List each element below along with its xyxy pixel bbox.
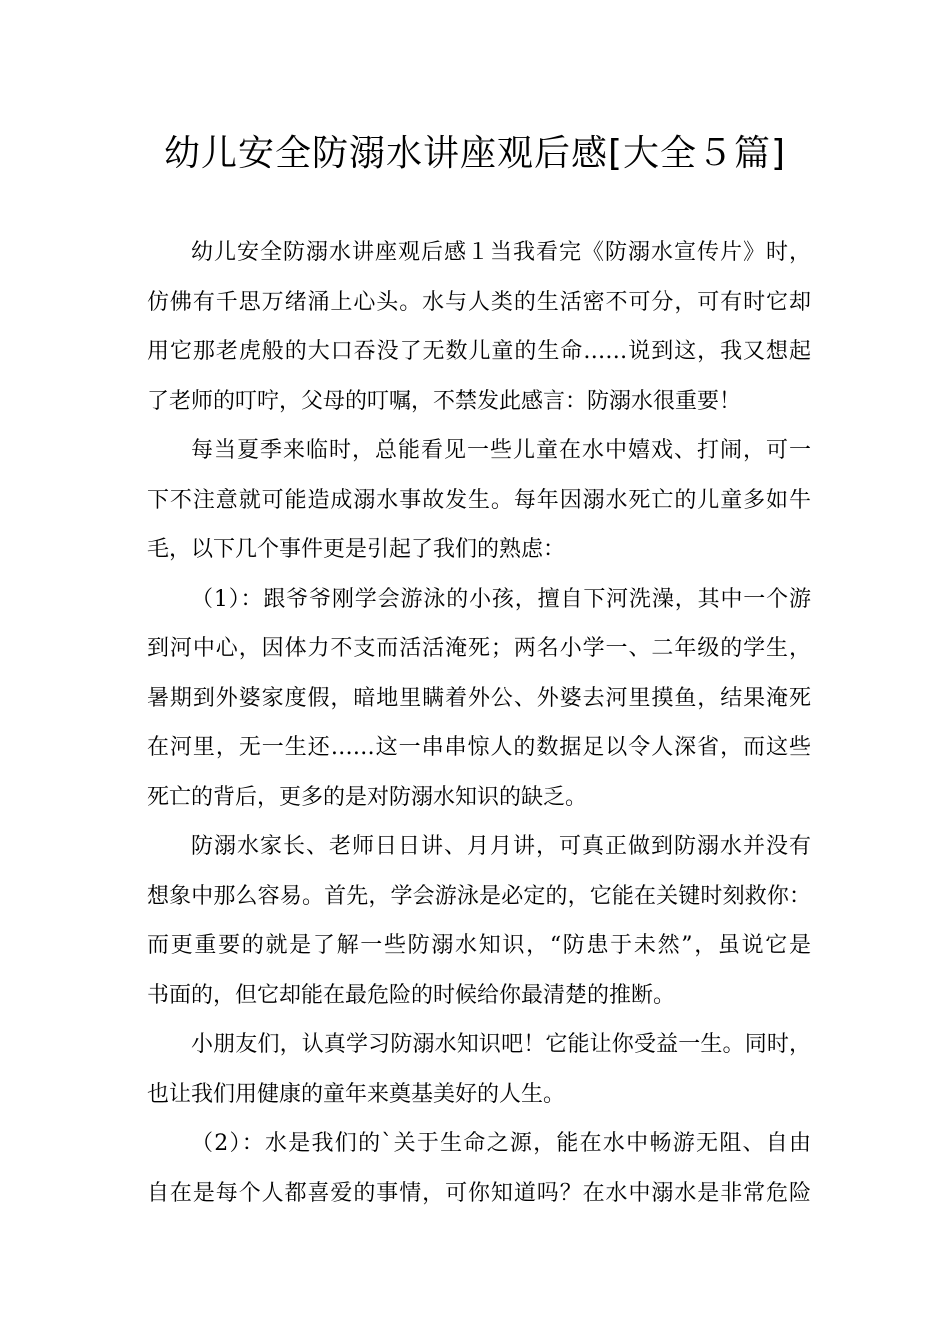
paragraph-6 bbox=[147, 1119, 811, 1218]
paragraph-line: （1）：跟爷爷刚学会游泳的小孩，擅自下河洗澡，其中一个游 bbox=[191, 586, 811, 612]
paragraph-line: 仿佛有千思万绪涌上心头。水与人类的生活密不可分，可有时它却 bbox=[147, 289, 811, 315]
paragraph-line: 自在是每个人都喜爱的事情，可你知道吗？在水中溺水是非常危险 bbox=[147, 1180, 811, 1206]
paragraph-4 bbox=[147, 822, 811, 1020]
paragraph-line: 防溺水家长、老师日日讲、月月讲，可真正做到防溺水并没有 bbox=[191, 834, 811, 859]
paragraph-line: 想象中那么容易。首先，学会游泳是必定的，它能在关键时刻救你： bbox=[147, 883, 811, 909]
paragraph-line: 死亡的背后，更多的是对防溺水知识的缺乏。 bbox=[147, 784, 588, 810]
paragraph-line: 用它那老虎般的大口吞没了无数儿童的生命……说到这，我又想起 bbox=[147, 339, 811, 364]
paragraph-line: 下不注意就可能造成溺水事故发生。每年因溺水死亡的儿童多如牛 bbox=[147, 487, 811, 513]
document-body bbox=[147, 228, 811, 1218]
paragraph-2 bbox=[147, 426, 811, 575]
paragraph-3 bbox=[147, 575, 811, 823]
paragraph-line: 到河中心，因体力不支而活活淹死；两名小学一、二年级的学生， bbox=[147, 636, 811, 661]
paragraph-1 bbox=[147, 228, 811, 426]
paragraph-line: 了老师的叮咛，父母的叮嘱，不禁发此感言：防溺水很重要！ bbox=[147, 388, 742, 414]
paragraph-line: 幼儿安全防溺水讲座观后感１当我看完《防溺水宣传片》时， bbox=[191, 240, 811, 265]
paragraph-line: 每当夏季来临时，总能看见一些儿童在水中嬉戏、打闹，可一 bbox=[191, 438, 811, 463]
paragraph-line: 而更重要的就是了解一些防溺水知识，“防患于未然”，虽说它是 bbox=[147, 933, 811, 958]
paragraph-line: 暑期到外婆家度假，暗地里瞒着外公、外婆去河里摸鱼，结果淹死 bbox=[147, 685, 811, 711]
paragraph-line: 毛，以下几个事件更是引起了我们的熟虑： bbox=[147, 537, 566, 562]
paragraph-line: 也让我们用健康的童年来奠基美好的人生。 bbox=[147, 1081, 566, 1107]
paragraph-line: （2）：水是我们的`关于生命之源，能在水中畅游无阻、自由 bbox=[191, 1131, 811, 1156]
paragraph-line: 小朋友们，认真学习防溺水知识吧！它能让你受益一生。同时， bbox=[191, 1032, 811, 1057]
document-title: 幼儿安全防溺水讲座观后感[大全５篇] bbox=[163, 133, 787, 174]
paragraph-line: 在河里，无一生还……这一串串惊人的数据足以令人深省，而这些 bbox=[147, 735, 811, 760]
paragraph-line: 书面的，但它却能在最危险的时候给你最清楚的推断。 bbox=[147, 982, 676, 1008]
paragraph-5 bbox=[147, 1020, 811, 1119]
